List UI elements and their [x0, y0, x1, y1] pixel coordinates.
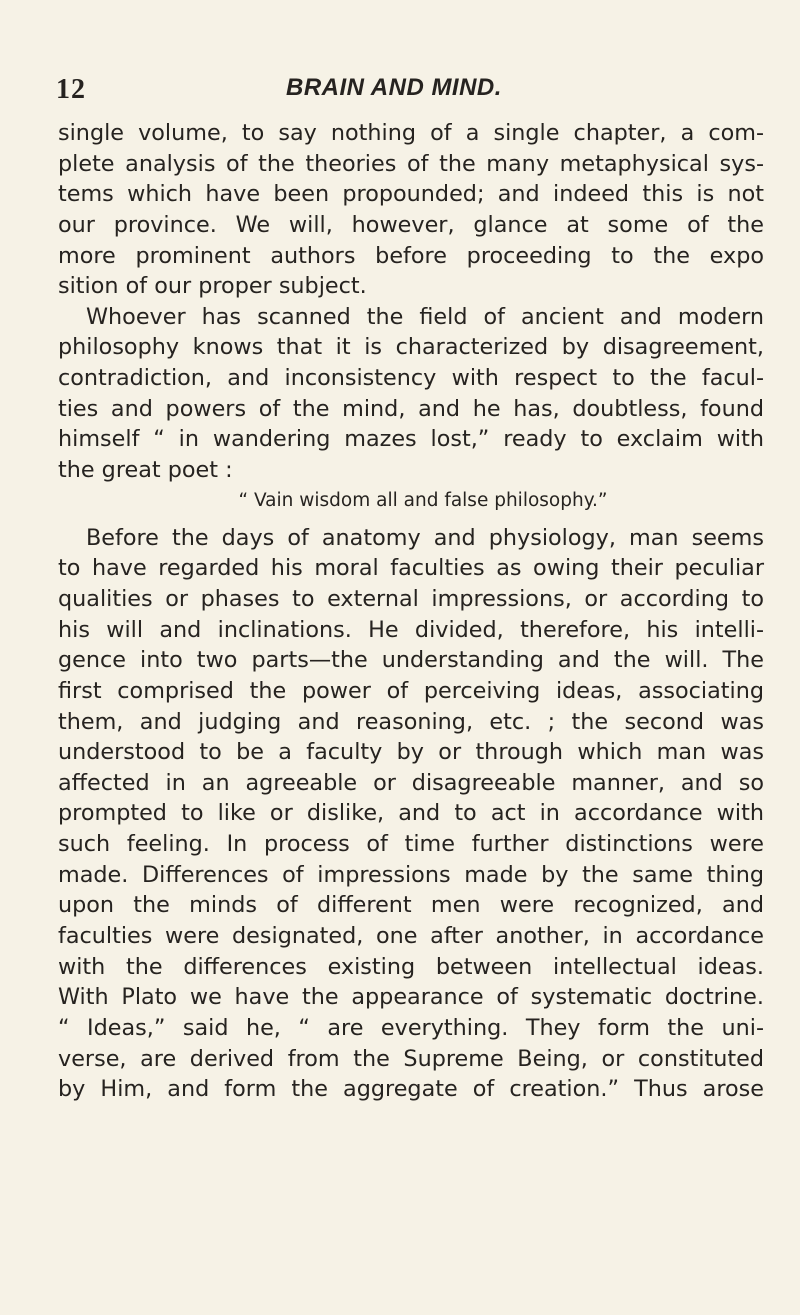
- text-line: plete analysis of the theories of the many metaphysical sys-: [58, 150, 764, 177]
- body-text: [58, 118, 764, 1105]
- paragraph-history: [58, 523, 764, 1105]
- text-line: upon the minds of different men were recognized, and: [58, 892, 764, 919]
- text-line: made. Differences of impressions made by the same thing: [58, 861, 764, 888]
- text-line: With Plato we have the appearance of systematic doctrine.: [58, 984, 764, 1011]
- text-line: qualities or phases to external impressions, or according to: [58, 585, 764, 612]
- text-line: to have regarded his moral faculties as owing their peculiar: [58, 555, 764, 582]
- running-title: BRAIN AND MIND.: [286, 74, 502, 101]
- text-line: Before the days of anatomy and physiology, man seems: [86, 524, 764, 551]
- text-line: with the differences existing between intellectual ideas.: [58, 953, 764, 980]
- text-line: such feeling. In process of time further distinctions were: [58, 831, 764, 858]
- text-line: prompted to like or dislike, and to act in accordance with: [58, 800, 764, 827]
- text-line: first comprised the power of perceiving ideas, associating: [58, 677, 764, 704]
- paragraph-intro: [58, 118, 764, 302]
- text-line: himself “ in wandering mazes lost,” ready to exclaim with: [58, 426, 764, 453]
- text-line: verse, are derived from the Supreme Being, or constituted: [58, 1045, 764, 1072]
- text-line: by Him, and form the aggregate of creation.” Thus arose: [58, 1076, 764, 1103]
- text-line: “ Ideas,” said he, “ are everything. They form the uni-: [58, 1014, 764, 1041]
- text-line: more prominent authors before proceeding to the expo: [58, 242, 764, 269]
- text-line: ties and powers of the mind, and he has, doubtless, found: [58, 395, 764, 422]
- page-header: [56, 74, 752, 114]
- text-line: understood to be a faculty by or through which man was: [58, 739, 764, 766]
- text-line: the great poet :: [58, 457, 233, 484]
- text-line: philosophy knows that it is characterized by disagreement,: [58, 334, 764, 361]
- text-line: his will and inclinations. He divided, therefore, his intelli-: [58, 616, 764, 643]
- page-number: 12: [56, 74, 86, 105]
- text-line: our province. We will, however, glance at some of the: [58, 211, 764, 238]
- text-line: gence into two parts—the understanding and the will. The: [58, 647, 764, 674]
- text-line: affected in an agreeable or disagreeable manner, and so: [58, 769, 764, 796]
- text-line: tems which have been propounded; and indeed this is not: [58, 181, 764, 208]
- text-line: contradiction, and inconsistency with respect to the facul-: [58, 365, 764, 392]
- text-line: faculties were designated, one after another, in accordance: [58, 923, 764, 950]
- block-quote: “ Vain wisdom all and false philosophy.”: [238, 489, 608, 511]
- text-line: them, and judging and reasoning, etc. ; the second was: [58, 708, 764, 735]
- paragraph-philosophy: [58, 302, 764, 486]
- text-line: sition of our proper subject.: [58, 273, 367, 300]
- text-line: Whoever has scanned the field of ancient and modern: [86, 303, 764, 330]
- text-line: single volume, to say nothing of a single chapter, a com-: [58, 120, 764, 146]
